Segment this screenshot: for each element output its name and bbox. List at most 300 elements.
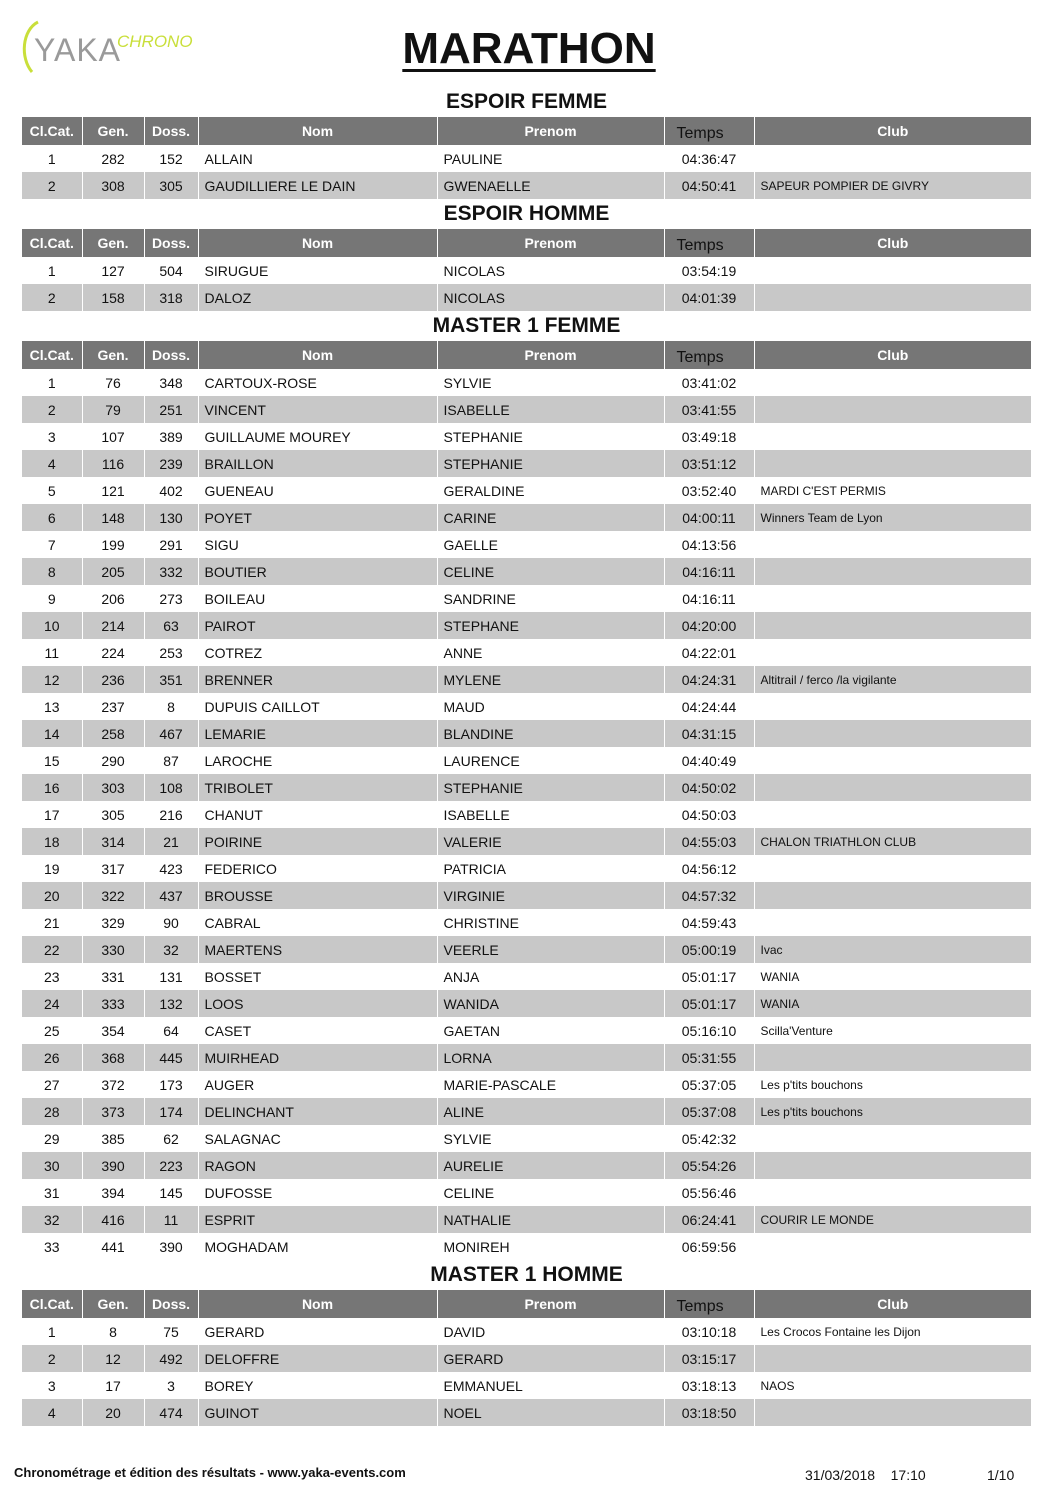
gen-cell: 329 [82, 909, 144, 936]
doss-cell: 130 [144, 504, 198, 531]
table-row [22, 145, 1031, 172]
rank-cell: 4 [22, 1399, 82, 1426]
footer-credit: Chronométrage et édition des résultats - www.yaka-events.com [14, 1465, 406, 1480]
gen-cell: 121 [82, 477, 144, 504]
doss-cell: 132 [144, 990, 198, 1017]
club-cell: MARDI C'EST PERMIS [760, 483, 886, 498]
nom-cell: CARTOUX-ROSE [198, 369, 437, 396]
club-cell: Scilla'Venture [760, 1023, 833, 1038]
prenom-cell: VEERLE [437, 936, 664, 963]
rank-cell: 17 [22, 801, 82, 828]
temps-cell: 04:24:44 [664, 693, 754, 720]
temps-cell: 04:36:47 [664, 145, 754, 172]
col-doss-header: Doss. [144, 1290, 198, 1318]
temps-cell: 04:40:49 [664, 747, 754, 774]
club-cell: WANIA [760, 996, 800, 1011]
col-prenom-header: Prenom [437, 117, 664, 145]
prenom-cell: MONIREH [437, 1233, 664, 1260]
nom-cell: DELOFFRE [198, 1345, 437, 1372]
nom-cell: POIRINE [198, 828, 437, 855]
rank-cell: 2 [22, 284, 82, 311]
prenom-cell: ANJA [437, 963, 664, 990]
doss-cell: 8 [144, 693, 198, 720]
gen-cell: 79 [82, 396, 144, 423]
section-title: MASTER 1 FEMME [432, 314, 621, 337]
nom-cell: BOUTIER [198, 558, 437, 585]
gen-cell: 308 [82, 172, 144, 199]
rank-cell: 4 [22, 450, 82, 477]
club-cell [754, 720, 1031, 747]
gen-cell: 322 [82, 882, 144, 909]
col-clcat-header: Cl.Cat. [22, 117, 82, 145]
prenom-cell: GAETAN [437, 1017, 664, 1044]
temps-cell: 03:41:55 [664, 396, 754, 423]
table-row [22, 720, 1031, 747]
page-title: MARATHON [402, 24, 656, 73]
nom-cell: DELINCHANT [198, 1098, 437, 1125]
doss-cell: 174 [144, 1098, 198, 1125]
footer-time: 17:10 [890, 1467, 926, 1483]
nom-cell: AUGER [198, 1071, 437, 1098]
club-cell: Ivac [760, 942, 783, 957]
nom-cell: GUINOT [198, 1399, 437, 1426]
nom-cell: LAROCHE [198, 747, 437, 774]
results-table [22, 1290, 1031, 1426]
temps-cell: 04:50:03 [664, 801, 754, 828]
doss-cell: 216 [144, 801, 198, 828]
nom-cell: BRAILLON [198, 450, 437, 477]
gen-cell: 148 [82, 504, 144, 531]
prenom-cell: MYLENE [437, 666, 664, 693]
rank-cell: 8 [22, 558, 82, 585]
prenom-cell: MARIE-PASCALE [437, 1071, 664, 1098]
nom-cell: RAGON [198, 1152, 437, 1179]
club-cell [754, 1044, 1031, 1071]
col-gen-header: Gen. [82, 341, 144, 369]
doss-cell: 351 [144, 666, 198, 693]
col-nom-header: Nom [198, 229, 437, 257]
nom-cell: GUENEAU [198, 477, 437, 504]
col-clcat-header: Cl.Cat. [22, 1290, 82, 1318]
club-cell [754, 257, 1031, 284]
doss-cell: 131 [144, 963, 198, 990]
club-cell [754, 747, 1031, 774]
rank-cell: 25 [22, 1017, 82, 1044]
temps-cell: 04:20:00 [664, 612, 754, 639]
nom-cell: PAIROT [198, 612, 437, 639]
gen-cell: 416 [82, 1206, 144, 1233]
rank-cell: 1 [22, 145, 82, 172]
nom-cell: BROUSSE [198, 882, 437, 909]
temps-cell: 04:55:03 [664, 828, 754, 855]
prenom-cell: STEPHANIE [437, 423, 664, 450]
col-nom-header: Nom [198, 1290, 437, 1318]
prenom-cell: GERALDINE [437, 477, 664, 504]
rank-cell: 32 [22, 1206, 82, 1233]
doss-cell: 62 [144, 1125, 198, 1152]
rank-cell: 22 [22, 936, 82, 963]
nom-cell: BOSSET [198, 963, 437, 990]
rank-cell: 1 [22, 257, 82, 284]
rank-cell: 29 [22, 1125, 82, 1152]
club-cell [754, 774, 1031, 801]
doss-cell: 348 [144, 369, 198, 396]
doss-cell: 273 [144, 585, 198, 612]
doss-cell: 223 [144, 1152, 198, 1179]
rank-cell: 1 [22, 1318, 82, 1345]
gen-cell: 330 [82, 936, 144, 963]
gen-cell: 237 [82, 693, 144, 720]
prenom-cell: AURELIE [437, 1152, 664, 1179]
gen-cell: 20 [82, 1399, 144, 1426]
rank-cell: 31 [22, 1179, 82, 1206]
prenom-cell: NATHALIE [437, 1206, 664, 1233]
gen-cell: 331 [82, 963, 144, 990]
gen-cell: 394 [82, 1179, 144, 1206]
temps-cell: 05:56:46 [664, 1179, 754, 1206]
doss-cell: 63 [144, 612, 198, 639]
results-table [22, 229, 1031, 311]
prenom-cell: ANNE [437, 639, 664, 666]
section-title: MASTER 1 HOMME [430, 1263, 623, 1286]
rank-cell: 23 [22, 963, 82, 990]
section-title: ESPOIR FEMME [445, 90, 608, 113]
club-cell: Les p'tits bouchons [760, 1077, 863, 1092]
club-cell [754, 450, 1031, 477]
gen-cell: 107 [82, 423, 144, 450]
section-title: ESPOIR HOMME [443, 202, 610, 225]
prenom-cell: MAUD [437, 693, 664, 720]
nom-cell: LEMARIE [198, 720, 437, 747]
table-row [22, 450, 1031, 477]
prenom-cell: NICOLAS [437, 284, 664, 311]
results-table [22, 117, 1031, 199]
rank-cell: 33 [22, 1233, 82, 1260]
table-row [22, 639, 1031, 666]
table-row [22, 1044, 1031, 1071]
table-header [22, 341, 1031, 369]
gen-cell: 8 [82, 1318, 144, 1345]
club-cell [754, 612, 1031, 639]
doss-cell: 291 [144, 531, 198, 558]
nom-cell: LOOS [198, 990, 437, 1017]
rank-cell: 9 [22, 585, 82, 612]
prenom-cell: WANIDA [437, 990, 664, 1017]
col-prenom-header: Prenom [437, 341, 664, 369]
rank-cell: 24 [22, 990, 82, 1017]
temps-cell: 04:59:43 [664, 909, 754, 936]
prenom-cell: NOEL [437, 1399, 664, 1426]
table-header [22, 1290, 1031, 1318]
rank-cell: 19 [22, 855, 82, 882]
doss-cell: 251 [144, 396, 198, 423]
nom-cell: CASET [198, 1017, 437, 1044]
table-row [22, 747, 1031, 774]
doss-cell: 3 [144, 1372, 198, 1399]
temps-cell: 03:52:40 [664, 477, 754, 504]
doss-cell: 152 [144, 145, 198, 172]
club-cell [754, 639, 1031, 666]
club-cell [754, 909, 1031, 936]
gen-cell: 372 [82, 1071, 144, 1098]
temps-cell: 05:37:08 [664, 1098, 754, 1125]
table-row [22, 774, 1031, 801]
club-cell: NAOS [760, 1378, 795, 1393]
nom-cell: CABRAL [198, 909, 437, 936]
gen-cell: 236 [82, 666, 144, 693]
nom-cell: POYET [198, 504, 437, 531]
doss-cell: 21 [144, 828, 198, 855]
col-temps-header: Temps [664, 341, 754, 369]
prenom-cell: ISABELLE [437, 396, 664, 423]
prenom-cell: GERARD [437, 1345, 664, 1372]
temps-cell: 04:22:01 [664, 639, 754, 666]
col-club-header: Club [877, 123, 909, 139]
gen-cell: 116 [82, 450, 144, 477]
rank-cell: 10 [22, 612, 82, 639]
club-cell: CHALON TRIATHLON CLUB [760, 834, 917, 849]
table-row [22, 1372, 1031, 1399]
prenom-cell: PATRICIA [437, 855, 664, 882]
nom-cell: GAUDILLIERE LE DAIN [198, 172, 437, 199]
club-cell [754, 369, 1031, 396]
col-doss-header: Doss. [144, 229, 198, 257]
rank-cell: 27 [22, 1071, 82, 1098]
temps-cell: 04:56:12 [664, 855, 754, 882]
temps-cell: 04:24:31 [664, 666, 754, 693]
rank-cell: 6 [22, 504, 82, 531]
temps-cell: 06:24:41 [664, 1206, 754, 1233]
gen-cell: 199 [82, 531, 144, 558]
table-row [22, 1345, 1031, 1372]
table-row [22, 990, 1031, 1017]
rank-cell: 11 [22, 639, 82, 666]
table-row [22, 369, 1031, 396]
table-row [22, 828, 1031, 855]
prenom-cell: SYLVIE [437, 1125, 664, 1152]
temps-cell: 05:42:32 [664, 1125, 754, 1152]
col-temps-header: Temps [664, 117, 754, 145]
gen-cell: 441 [82, 1233, 144, 1260]
temps-cell: 03:49:18 [664, 423, 754, 450]
col-nom-header: Nom [198, 341, 437, 369]
gen-cell: 158 [82, 284, 144, 311]
temps-cell: 04:01:39 [664, 284, 754, 311]
doss-cell: 423 [144, 855, 198, 882]
temps-cell: 04:13:56 [664, 531, 754, 558]
club-cell [754, 855, 1031, 882]
prenom-cell: LORNA [437, 1044, 664, 1071]
table-row [22, 531, 1031, 558]
col-prenom-header: Prenom [437, 1290, 664, 1318]
rank-cell: 12 [22, 666, 82, 693]
prenom-cell: ALINE [437, 1098, 664, 1125]
club-cell [754, 1125, 1031, 1152]
table-row [22, 1206, 1031, 1233]
doss-cell: 64 [144, 1017, 198, 1044]
gen-cell: 205 [82, 558, 144, 585]
section [22, 199, 1031, 311]
temps-cell: 05:01:17 [664, 990, 754, 1017]
section [22, 87, 1031, 199]
col-gen-header: Gen. [82, 1290, 144, 1318]
rank-cell: 28 [22, 1098, 82, 1125]
prenom-cell: SANDRINE [437, 585, 664, 612]
nom-cell: DUFOSSE [198, 1179, 437, 1206]
table-row [22, 585, 1031, 612]
table-row [22, 477, 1031, 504]
temps-cell: 04:57:32 [664, 882, 754, 909]
col-clcat-header: Cl.Cat. [22, 341, 82, 369]
rank-cell: 20 [22, 882, 82, 909]
prenom-cell: BLANDINE [437, 720, 664, 747]
prenom-cell: CELINE [437, 1179, 664, 1206]
doss-cell: 504 [144, 257, 198, 284]
col-temps-header: Temps [664, 229, 754, 257]
club-cell [754, 1152, 1031, 1179]
temps-cell: 05:31:55 [664, 1044, 754, 1071]
gen-cell: 290 [82, 747, 144, 774]
nom-cell: BOREY [198, 1372, 437, 1399]
results-table [22, 341, 1031, 1260]
temps-cell: 05:00:19 [664, 936, 754, 963]
logo-chrono-text: CHRONO [117, 32, 193, 51]
nom-cell: FEDERICO [198, 855, 437, 882]
club-cell [754, 423, 1031, 450]
doss-cell: 474 [144, 1399, 198, 1426]
table-row [22, 909, 1031, 936]
temps-cell: 05:54:26 [664, 1152, 754, 1179]
table-row [22, 1071, 1031, 1098]
doss-cell: 402 [144, 477, 198, 504]
rank-cell: 26 [22, 1044, 82, 1071]
doss-cell: 173 [144, 1071, 198, 1098]
club-cell [754, 585, 1031, 612]
prenom-cell: LAURENCE [437, 747, 664, 774]
nom-cell: SALAGNAC [198, 1125, 437, 1152]
rank-cell: 3 [22, 423, 82, 450]
col-club-header: Club [877, 1296, 909, 1312]
table-row [22, 612, 1031, 639]
prenom-cell: VALERIE [437, 828, 664, 855]
temps-cell: 04:16:11 [664, 558, 754, 585]
section [22, 1260, 1031, 1426]
table-row [22, 855, 1031, 882]
club-cell [754, 1399, 1031, 1426]
doss-cell: 437 [144, 882, 198, 909]
gen-cell: 317 [82, 855, 144, 882]
temps-cell: 03:18:13 [664, 1372, 754, 1399]
col-clcat-header: Cl.Cat. [22, 229, 82, 257]
temps-cell: 04:31:15 [664, 720, 754, 747]
gen-cell: 127 [82, 257, 144, 284]
doss-cell: 318 [144, 284, 198, 311]
doss-cell: 492 [144, 1345, 198, 1372]
club-cell [754, 1233, 1031, 1260]
table-row [22, 963, 1031, 990]
table-row [22, 1399, 1031, 1426]
rank-cell: 2 [22, 396, 82, 423]
table-row [22, 172, 1031, 199]
club-cell [754, 145, 1031, 172]
rank-cell: 16 [22, 774, 82, 801]
nom-cell: GUILLAUME MOUREY [198, 423, 437, 450]
doss-cell: 87 [144, 747, 198, 774]
results-content [22, 87, 1031, 1426]
prenom-cell: CELINE [437, 558, 664, 585]
table-row [22, 666, 1031, 693]
doss-cell: 75 [144, 1318, 198, 1345]
col-club-header: Club [877, 347, 909, 363]
gen-cell: 305 [82, 801, 144, 828]
col-temps-header: Temps [664, 1290, 754, 1318]
gen-cell: 206 [82, 585, 144, 612]
rank-cell: 1 [22, 369, 82, 396]
gen-cell: 333 [82, 990, 144, 1017]
prenom-cell: DAVID [437, 1318, 664, 1345]
table-row [22, 936, 1031, 963]
temps-cell: 03:15:17 [664, 1345, 754, 1372]
temps-cell: 04:50:41 [664, 172, 754, 199]
temps-cell: 03:54:19 [664, 257, 754, 284]
prenom-cell: ISABELLE [437, 801, 664, 828]
footer-datetime [805, 1467, 926, 1483]
club-cell [754, 882, 1031, 909]
prenom-cell: NICOLAS [437, 257, 664, 284]
section [22, 311, 1031, 1260]
prenom-cell: STEPHANIE [437, 450, 664, 477]
rank-cell: 3 [22, 1372, 82, 1399]
nom-cell: GERARD [198, 1318, 437, 1345]
rank-cell: 2 [22, 172, 82, 199]
club-cell [754, 531, 1031, 558]
gen-cell: 258 [82, 720, 144, 747]
nom-cell: VINCENT [198, 396, 437, 423]
gen-cell: 224 [82, 639, 144, 666]
temps-cell: 05:37:05 [664, 1071, 754, 1098]
nom-cell: BRENNER [198, 666, 437, 693]
doss-cell: 145 [144, 1179, 198, 1206]
nom-cell: CHANUT [198, 801, 437, 828]
doss-cell: 467 [144, 720, 198, 747]
club-cell [754, 693, 1031, 720]
temps-cell: 05:16:10 [664, 1017, 754, 1044]
club-cell: WANIA [760, 969, 800, 984]
club-cell: Les p'tits bouchons [760, 1104, 863, 1119]
club-cell [754, 1179, 1031, 1206]
nom-cell: MOGHADAM [198, 1233, 437, 1260]
doss-cell: 90 [144, 909, 198, 936]
table-header [22, 117, 1031, 145]
nom-cell: SIGU [198, 531, 437, 558]
doss-cell: 389 [144, 423, 198, 450]
temps-cell: 04:50:02 [664, 774, 754, 801]
temps-cell: 04:16:11 [664, 585, 754, 612]
nom-cell: BOILEAU [198, 585, 437, 612]
nom-cell: ALLAIN [198, 145, 437, 172]
doss-cell: 332 [144, 558, 198, 585]
gen-cell: 385 [82, 1125, 144, 1152]
table-header [22, 229, 1031, 257]
prenom-cell: GAELLE [437, 531, 664, 558]
table-row [22, 396, 1031, 423]
gen-cell: 390 [82, 1152, 144, 1179]
gen-cell: 303 [82, 774, 144, 801]
table-row [22, 1179, 1031, 1206]
prenom-cell: GWENAELLE [437, 172, 664, 199]
logo-yaka-text: YAKA [34, 32, 121, 68]
nom-cell: MAERTENS [198, 936, 437, 963]
